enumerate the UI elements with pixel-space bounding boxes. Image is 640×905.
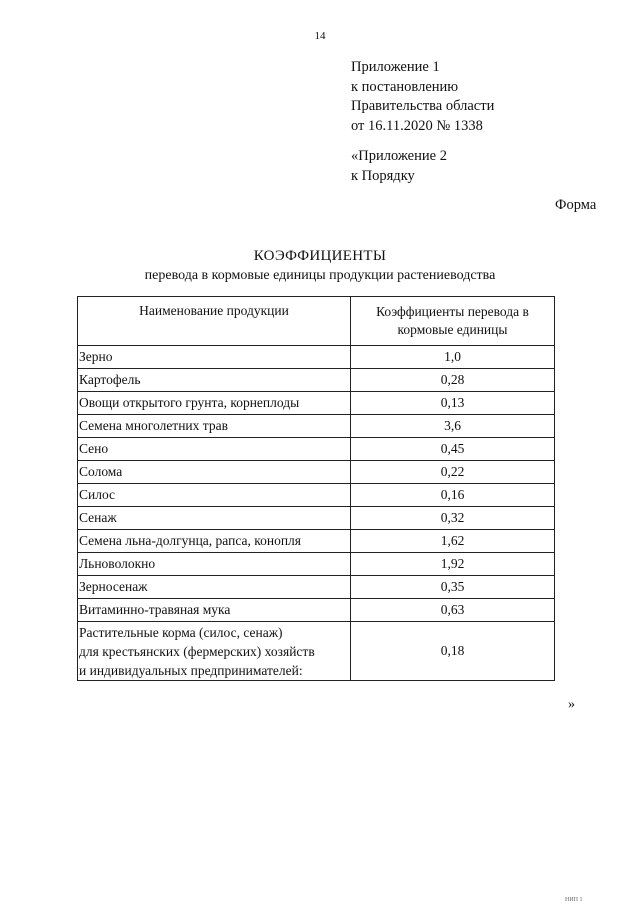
table-row	[78, 622, 555, 681]
table-row	[78, 346, 555, 369]
coefficient-value: 1,0	[351, 346, 555, 369]
header-coefficient	[351, 297, 555, 346]
table-header-row	[78, 297, 555, 346]
coefficient-value: 0,32	[351, 507, 555, 530]
coefficient-value: 0,18	[351, 622, 555, 681]
page-number: 14	[314, 30, 326, 42]
appendix-2-header	[351, 147, 447, 186]
coefficient-value: 0,35	[351, 576, 555, 599]
coefficients-table	[77, 296, 555, 681]
appendix-line: от 16.11.2020 № 1338	[351, 117, 483, 134]
appendix-2-line: к Порядку	[351, 167, 415, 184]
product-name: Семена льна-долгунца, рапса, конопля	[78, 530, 351, 553]
table-row	[78, 415, 555, 438]
product-name-line: Растительные корма (силос, сенаж)	[79, 624, 283, 640]
coefficient-value: 0,16	[351, 484, 555, 507]
product-name: Картофель	[78, 369, 351, 392]
product-name: Солома	[78, 461, 351, 484]
coefficient-value: 1,92	[351, 553, 555, 576]
appendix-header	[351, 58, 494, 136]
coefficient-value: 0,28	[351, 369, 555, 392]
appendix-line: Правительства области	[351, 98, 495, 114]
appendix-line: к постановлению	[351, 78, 459, 95]
product-name: Сенаж	[78, 507, 351, 530]
coefficient-value: 1,62	[351, 530, 555, 553]
closing-quote: »	[568, 697, 575, 712]
table-row	[78, 507, 555, 530]
product-name: Силос	[78, 484, 351, 507]
table-row	[78, 530, 555, 553]
table-row	[78, 392, 555, 415]
header-coefficient-line: кормовые единицы	[397, 322, 508, 337]
product-name: Льноволокно	[78, 553, 351, 576]
product-name: Витаминно-травяная мука	[78, 599, 351, 622]
table-row	[78, 576, 555, 599]
coefficient-value: 0,45	[351, 438, 555, 461]
table-row	[78, 484, 555, 507]
form-label: Форма	[555, 197, 597, 213]
document-title: КОЭФФИЦИЕНТЫ	[253, 248, 387, 264]
product-name: Семена многолетних трав	[78, 415, 351, 438]
product-name: Зерносенаж	[78, 576, 351, 599]
product-name: Овощи открытого грунта, корнеплоды	[78, 392, 351, 415]
coefficient-value: 0,22	[351, 461, 555, 484]
coefficient-value: 0,63	[351, 599, 555, 622]
table-row	[78, 438, 555, 461]
product-name: Зерно	[78, 346, 351, 369]
corner-mark: НИП 1	[565, 897, 583, 903]
table-row	[78, 553, 555, 576]
document-subtitle: перевода в кормовые единицы продукции растениеводства	[144, 268, 496, 283]
appendix-2-line: «Приложение 2	[351, 148, 447, 164]
coefficient-value: 0,13	[351, 392, 555, 415]
product-name: Сено	[78, 438, 351, 461]
table-row	[78, 461, 555, 484]
product-name-line: для крестьянских (фермерских) хозяйств	[79, 643, 315, 659]
header-product-name: Наименование продукции	[78, 297, 351, 346]
table-row	[78, 599, 555, 622]
coefficient-value: 3,6	[351, 415, 555, 438]
header-coefficient-line: Коэффициенты перевода в	[376, 304, 529, 319]
table-row	[78, 369, 555, 392]
product-name-line: и индивидуальных предпринимателей:	[79, 662, 303, 678]
product-name	[78, 622, 351, 681]
appendix-line: Приложение 1	[351, 59, 440, 75]
